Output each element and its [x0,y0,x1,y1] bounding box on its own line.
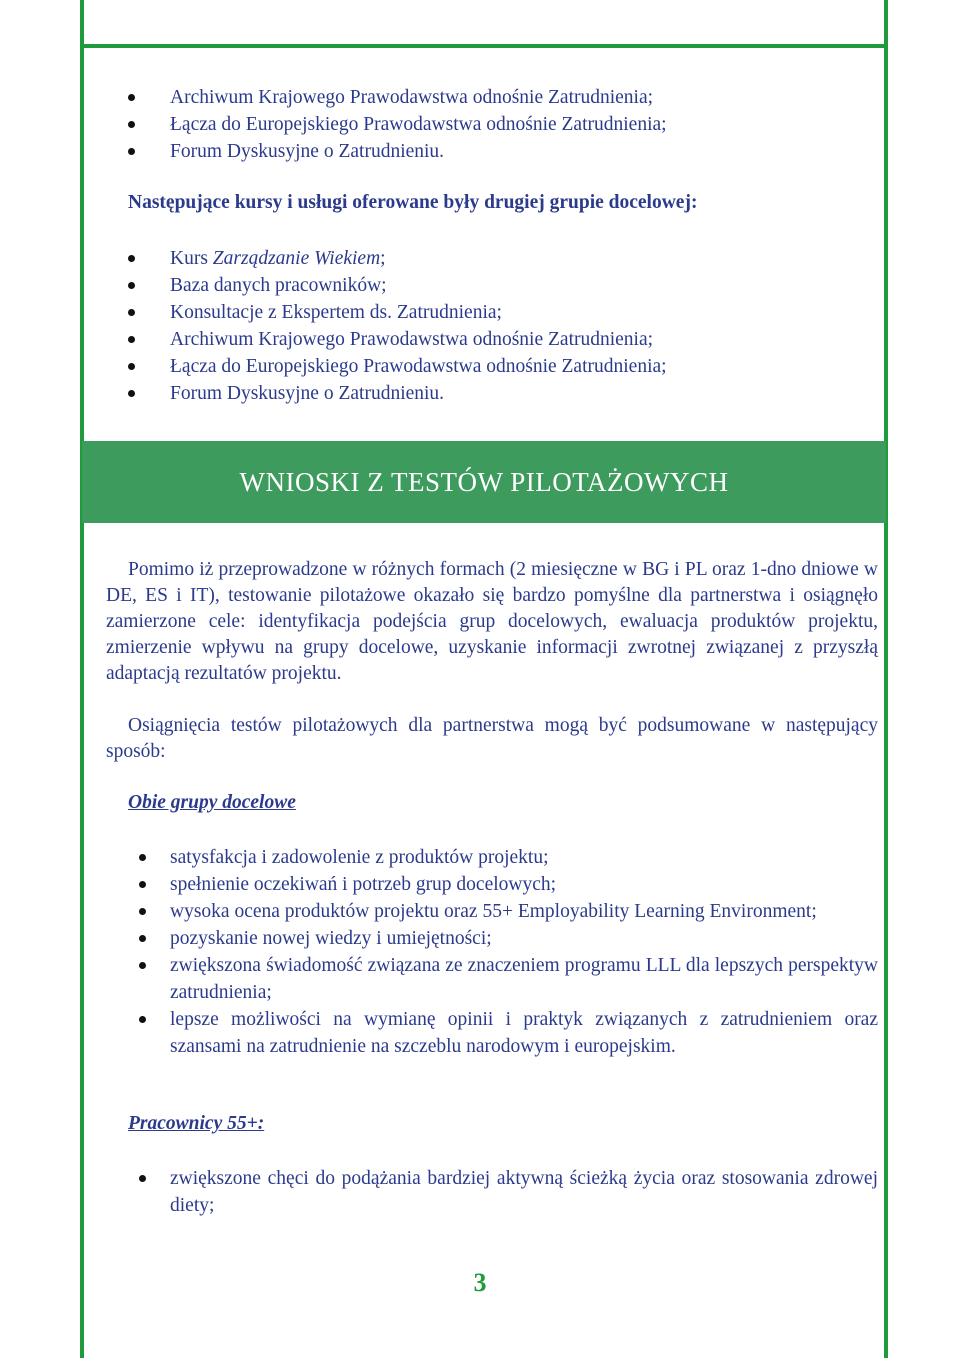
second-group-heading: Następujące kursy i usługi oferowane były drugiej grupie docelowej: [128,192,698,213]
achievements-intro-paragraph: Osiągnięcia testów pilotażowych dla partnerstwa mogą być podsumowane w następujący sposób: [106,715,878,762]
course-name: Zarządzanie Wiekiem [212,248,381,269]
list-item: Forum Dyskusyjne o Zatrudnieniu. [106,380,878,407]
list-item: pozyskanie nowej wiedzy i umiejętności; [106,925,878,952]
top-list-block [106,84,878,165]
list-item: zwiększona świadomość związana ze znaczeniem programu LLL dla lepszych perspektyw zatrudnienia; [106,952,878,1006]
page-border-top [80,44,888,48]
second-group-list [106,245,878,407]
list-item: Łącza do Europejskiego Prawodawstwa odnośnie Zatrudnienia; [106,111,878,138]
section-banner [82,441,886,523]
second-group-list-block [106,245,878,407]
list-item: wysoka ocena produktów projektu oraz 55+ Employability Learning Environment; [106,898,878,925]
conclusions-paragraph: Pomimo iż przeprowadzone w różnych formach (2 miesięczne w BG i PL oraz 1-dno dniowe w DE, ES i IT), testowanie pilotażowe okazało się bardzo pomyślne dla partnerstwa i osiągnęło zamierzone cele: identyfikacja podejścia grup docelowych, ewaluacja produktów projektu, zmierzenie wpływu na grupy docelowe, uzyskanie informacji zwrotnej związanej z przyszłą adaptacją rezultatów projektu. [106,559,878,684]
section-title-both-groups: Obie grupy docelowe [128,792,296,813]
second-group-heading-block [106,192,878,214]
page-border-right [884,0,888,1358]
top-list [106,84,878,165]
list-item: zwiększone chęci do podążania bardziej aktywną ścieżką życia oraz stosowania zdrowej diety; [106,1165,878,1219]
workers-list-block [106,1165,878,1219]
list-item-course [106,245,878,272]
both-groups-list-block [106,844,878,1060]
list-item: spełnienie oczekiwań i potrzeb grup docelowych; [106,871,878,898]
course-prefix: Kurs [170,248,213,269]
list-item: Archiwum Krajowego Prawodawstwa odnośnie Zatrudnienia; [106,84,878,111]
list-item: Archiwum Krajowego Prawodawstwa odnośnie Zatrudnienia; [106,326,878,353]
list-item: lepsze możliwości na wymianę opinii i praktyk związanych z zatrudnieniem oraz szansami na zatrudnienie na szczeblu narodowym i europejskim. [106,1006,878,1060]
section-title-workers: Pracownicy 55+: [128,1113,265,1134]
list-item: Łącza do Europejskiego Prawodawstwa odnośnie Zatrudnienia; [106,353,878,380]
page-number: 3 [473,1268,487,1297]
list-item: Konsultacje z Ekspertem ds. Zatrudnienia; [106,299,878,326]
page-border-left [80,0,84,1358]
list-item: Forum Dyskusyjne o Zatrudnieniu. [106,138,878,165]
workers-list [106,1165,878,1219]
banner-title: WNIOSKI Z TESTÓW PILOTAŻOWYCH [239,466,729,497]
list-item: satysfakcja i zadowolenie z produktów projektu; [106,844,878,871]
both-groups-list [106,844,878,1060]
list-item: Baza danych pracowników; [106,272,878,299]
course-suffix: ; [380,248,386,269]
